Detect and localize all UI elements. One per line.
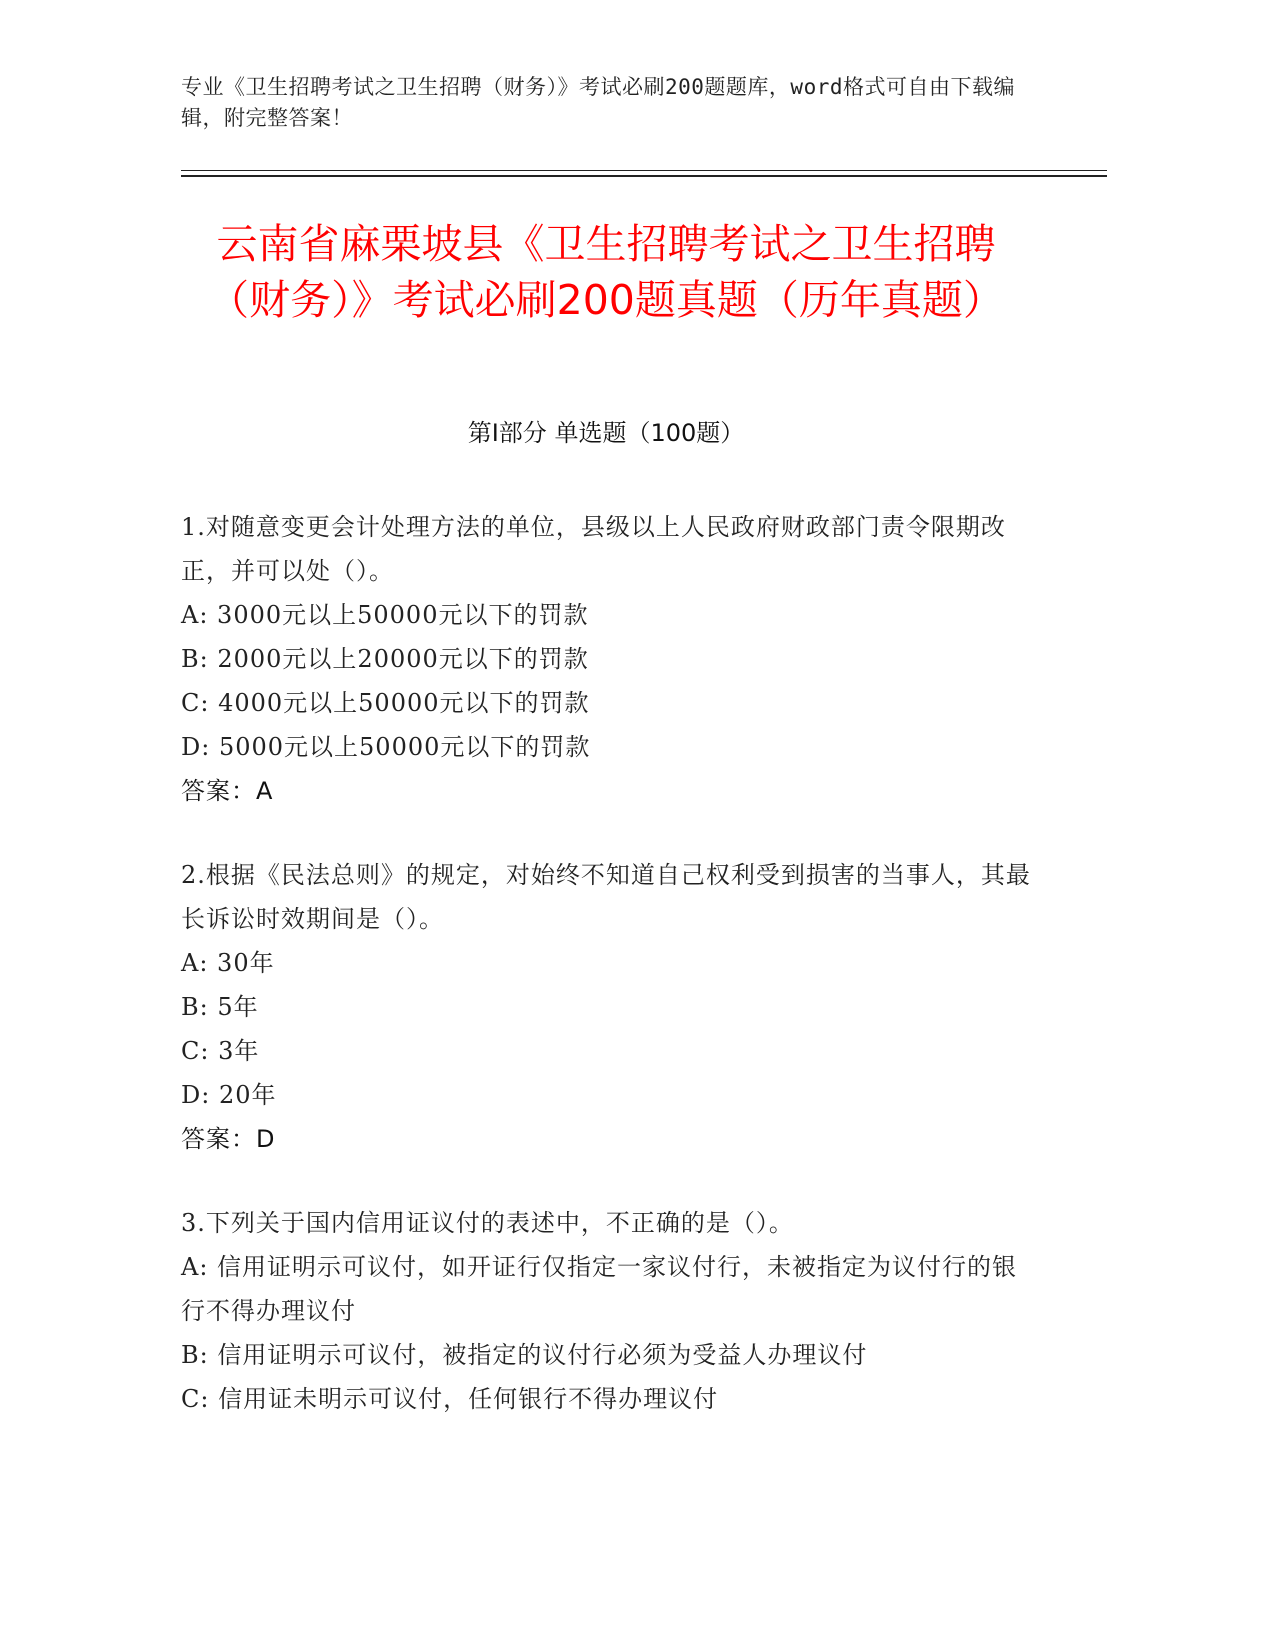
document-title: 云南省麻栗坡县《卫生招聘考试之卫生招聘（财务）》考试必刷200题真题（历年真题） bbox=[208, 220, 1004, 324]
option-d: D: 20年 bbox=[181, 1081, 277, 1109]
option-b: B: 2000元以上20000元以下的罚款 bbox=[181, 645, 589, 673]
option-a: A: 信用证明示可议付，如开证行仅指定一家议付行，未被指定为议付行的银行不得办理议付 bbox=[181, 1253, 1018, 1325]
option-a: A: 30年 bbox=[181, 949, 275, 977]
header-divider-thick bbox=[181, 175, 1107, 177]
header-note: 专业《卫生招聘考试之卫生招聘（财务）》考试必刷200题题库，word格式可自由下载编辑，附完整答案！ bbox=[181, 75, 1015, 130]
option-b: B: 信用证明示可议付，被指定的议付行必须为受益人办理议付 bbox=[181, 1341, 868, 1369]
option-d: D: 5000元以上50000元以下的罚款 bbox=[181, 733, 591, 761]
question-text: 3.下列关于国内信用证议付的表述中，不正确的是（）。 bbox=[181, 1209, 794, 1237]
option-c: C: 4000元以上50000元以下的罚款 bbox=[181, 689, 590, 717]
question-text: 1.对随意变更会计处理方法的单位，县级以上人民政府财政部门责令限期改正，并可以处（）。 bbox=[181, 513, 1006, 585]
question-2 bbox=[181, 853, 1031, 1161]
answer-label: 答案：D bbox=[181, 1125, 276, 1153]
option-c: C: 信用证未明示可议付，任何银行不得办理议付 bbox=[181, 1385, 719, 1413]
option-c: C: 3年 bbox=[181, 1037, 260, 1065]
section-heading: 第I部分 单选题（100题） bbox=[467, 419, 745, 447]
question-1 bbox=[181, 505, 1031, 813]
answer-label: 答案：A bbox=[181, 777, 274, 805]
option-b: B: 5年 bbox=[181, 993, 259, 1021]
question-3 bbox=[181, 1201, 1031, 1421]
question-text: 2.根据《民法总则》的规定，对始终不知道自己权利受到损害的当事人，其最长诉讼时效期间是（）。 bbox=[181, 861, 1031, 933]
option-a: A: 3000元以上50000元以下的罚款 bbox=[181, 601, 589, 629]
header-divider-thin bbox=[181, 170, 1107, 171]
